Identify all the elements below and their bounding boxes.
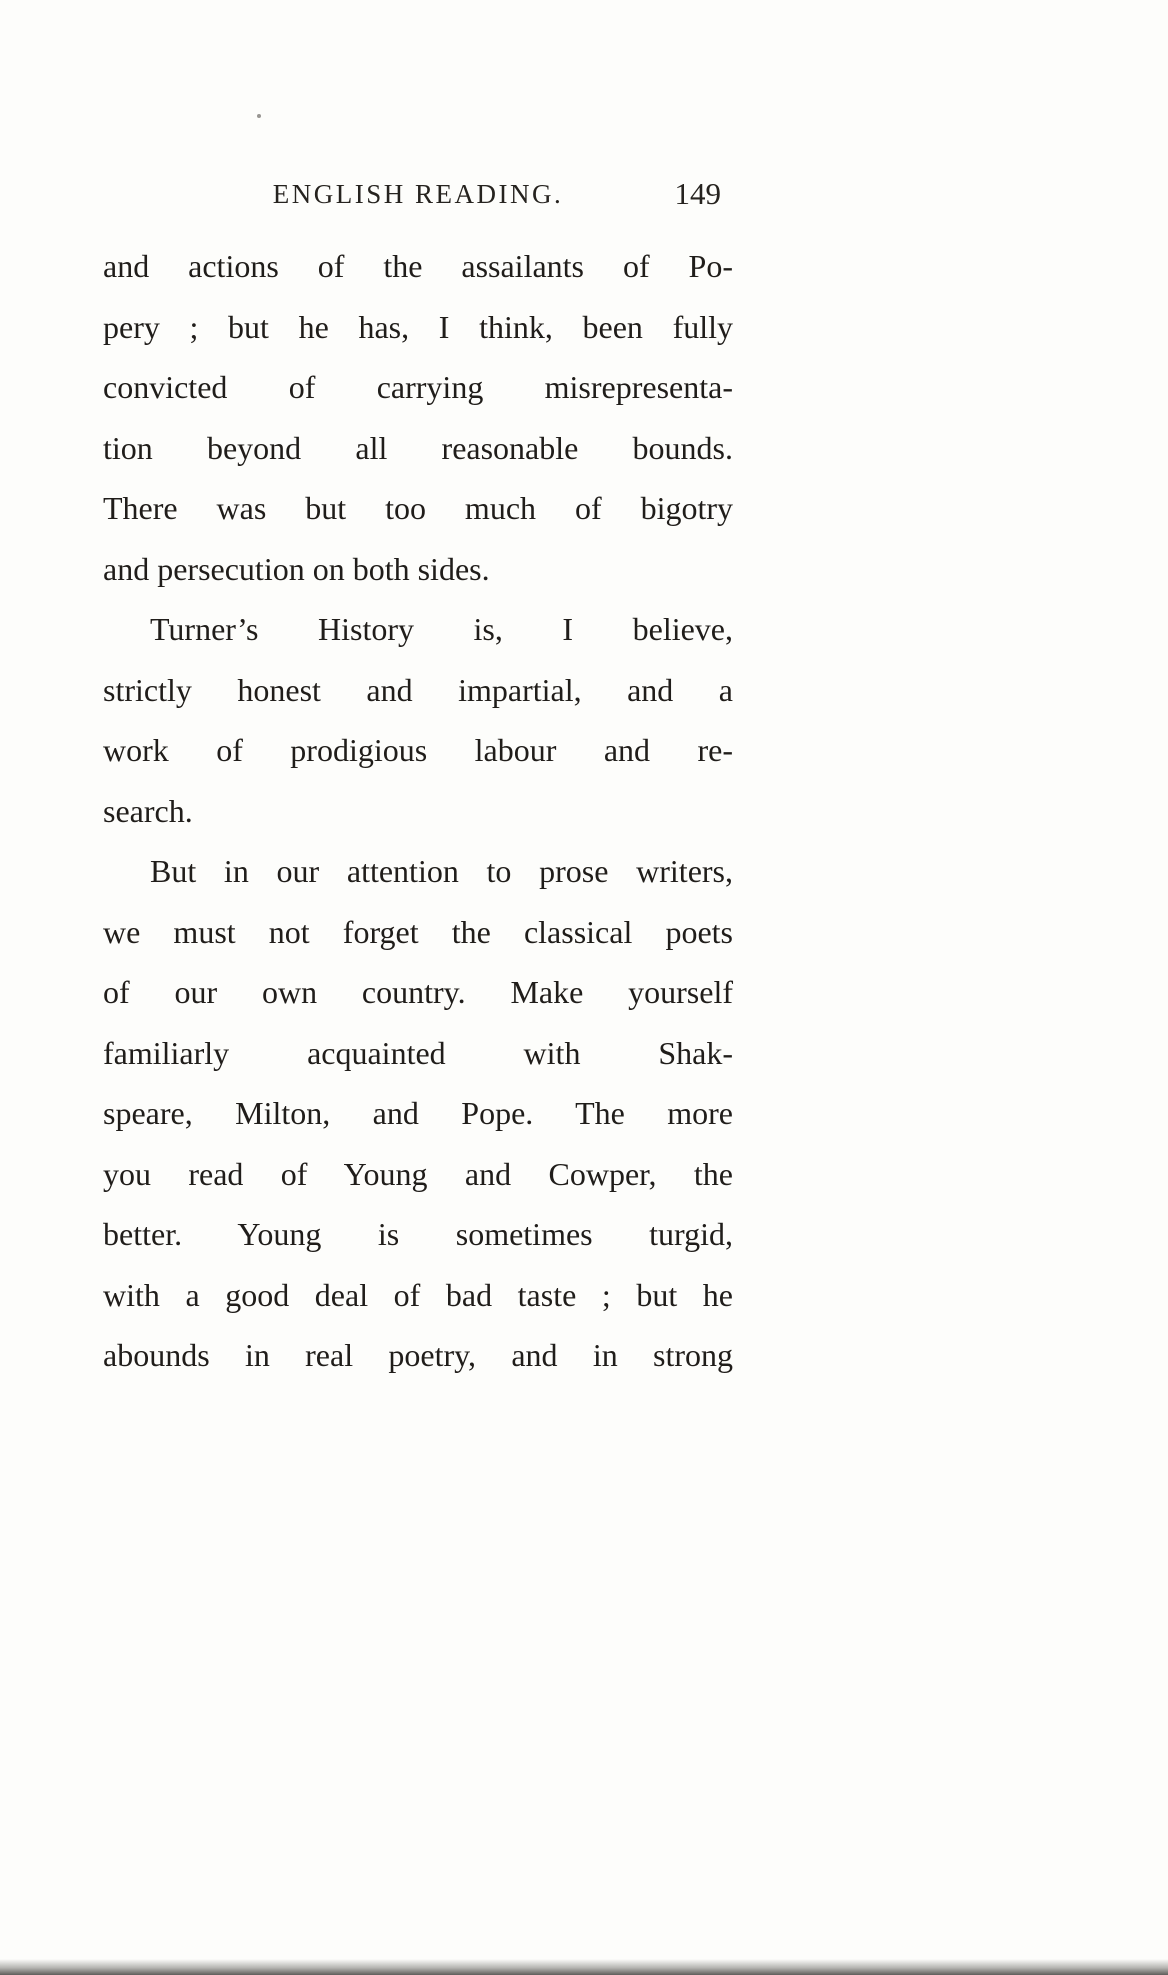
scan-edge-shadow xyxy=(0,1959,1168,1975)
paragraph xyxy=(103,841,733,1386)
text-line: work of prodigious labour and re- xyxy=(103,732,733,768)
text-line: and actions of the assailants of Po- xyxy=(103,248,733,284)
text-line: and persecution on both sides. xyxy=(103,550,490,587)
text-line: search. xyxy=(103,792,193,829)
paragraph xyxy=(103,236,733,599)
paragraph xyxy=(103,599,733,841)
text-line: better. Young is sometimes turgid, xyxy=(103,1216,733,1252)
text-line: abounds in real poetry, and in strong xyxy=(103,1337,733,1373)
text-line: familiarly acquainted with Shak- xyxy=(103,1034,733,1071)
text-line: Turner’s History is, I believe, xyxy=(150,611,733,647)
text-line: tion beyond all reasonable bounds. xyxy=(103,429,733,466)
text-line: But in our attention to prose writers, xyxy=(150,853,733,889)
scan-speck xyxy=(257,114,261,118)
text-line: strictly honest and impartial, and a xyxy=(103,671,733,708)
text-line: with a good deal of bad taste ; but he xyxy=(103,1276,733,1313)
text-line: There was but too much of bigotry xyxy=(103,490,733,526)
page-header xyxy=(103,176,733,222)
text-line: speare, Milton, and Pope. The more xyxy=(103,1095,733,1131)
text-line: we must not forget the classical poets xyxy=(103,913,733,950)
text-line: pery ; but he has, I think, been fully xyxy=(103,308,733,345)
text-block xyxy=(103,236,733,1386)
text-line: of our own country. Make yourself xyxy=(103,974,733,1010)
running-title: ENGLISH READING. xyxy=(272,179,564,209)
page-number: 149 xyxy=(674,176,721,211)
text-line: convicted of carrying misrepresenta- xyxy=(103,369,733,405)
text-line: you read of Young and Cowper, the xyxy=(103,1155,733,1192)
